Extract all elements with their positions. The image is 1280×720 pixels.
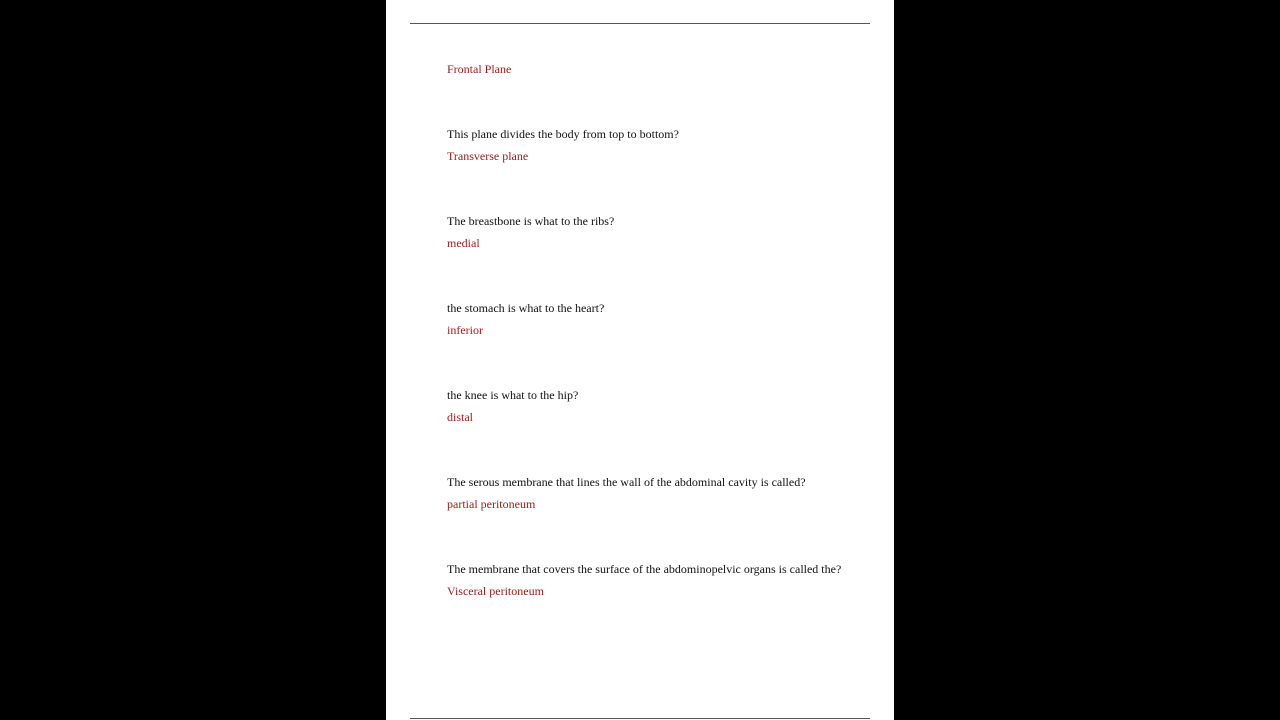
answer-text: inferior xyxy=(447,323,483,337)
qa-item-1 xyxy=(447,62,887,76)
top-rule xyxy=(410,23,870,24)
answer-text: medial xyxy=(447,236,480,250)
answer-text: partial peritoneum xyxy=(447,497,536,511)
bottom-rule xyxy=(410,718,870,719)
qa-item-3 xyxy=(447,214,887,250)
document-page xyxy=(386,0,894,720)
question-text: The breastbone is what to the ribs? xyxy=(447,214,615,228)
question-text: the stomach is what to the heart? xyxy=(447,301,605,315)
qa-item-4 xyxy=(447,301,887,337)
answer-text: Transverse plane xyxy=(447,149,529,163)
question-text: The membrane that covers the surface of the abdominopelvic organs is called the? xyxy=(447,562,842,576)
question-text: The serous membrane that lines the wall of the abdominal cavity is called? xyxy=(447,475,806,489)
qa-item-7 xyxy=(447,562,887,598)
qa-item-5 xyxy=(447,388,887,424)
answer-text: distal xyxy=(447,410,473,424)
qa-item-2 xyxy=(447,127,887,163)
answer-text: Frontal Plane xyxy=(447,62,512,76)
qa-item-6 xyxy=(447,475,887,511)
question-text: This plane divides the body from top to bottom? xyxy=(447,127,679,141)
question-text: the knee is what to the hip? xyxy=(447,388,579,402)
answer-text: Visceral peritoneum xyxy=(447,584,544,598)
